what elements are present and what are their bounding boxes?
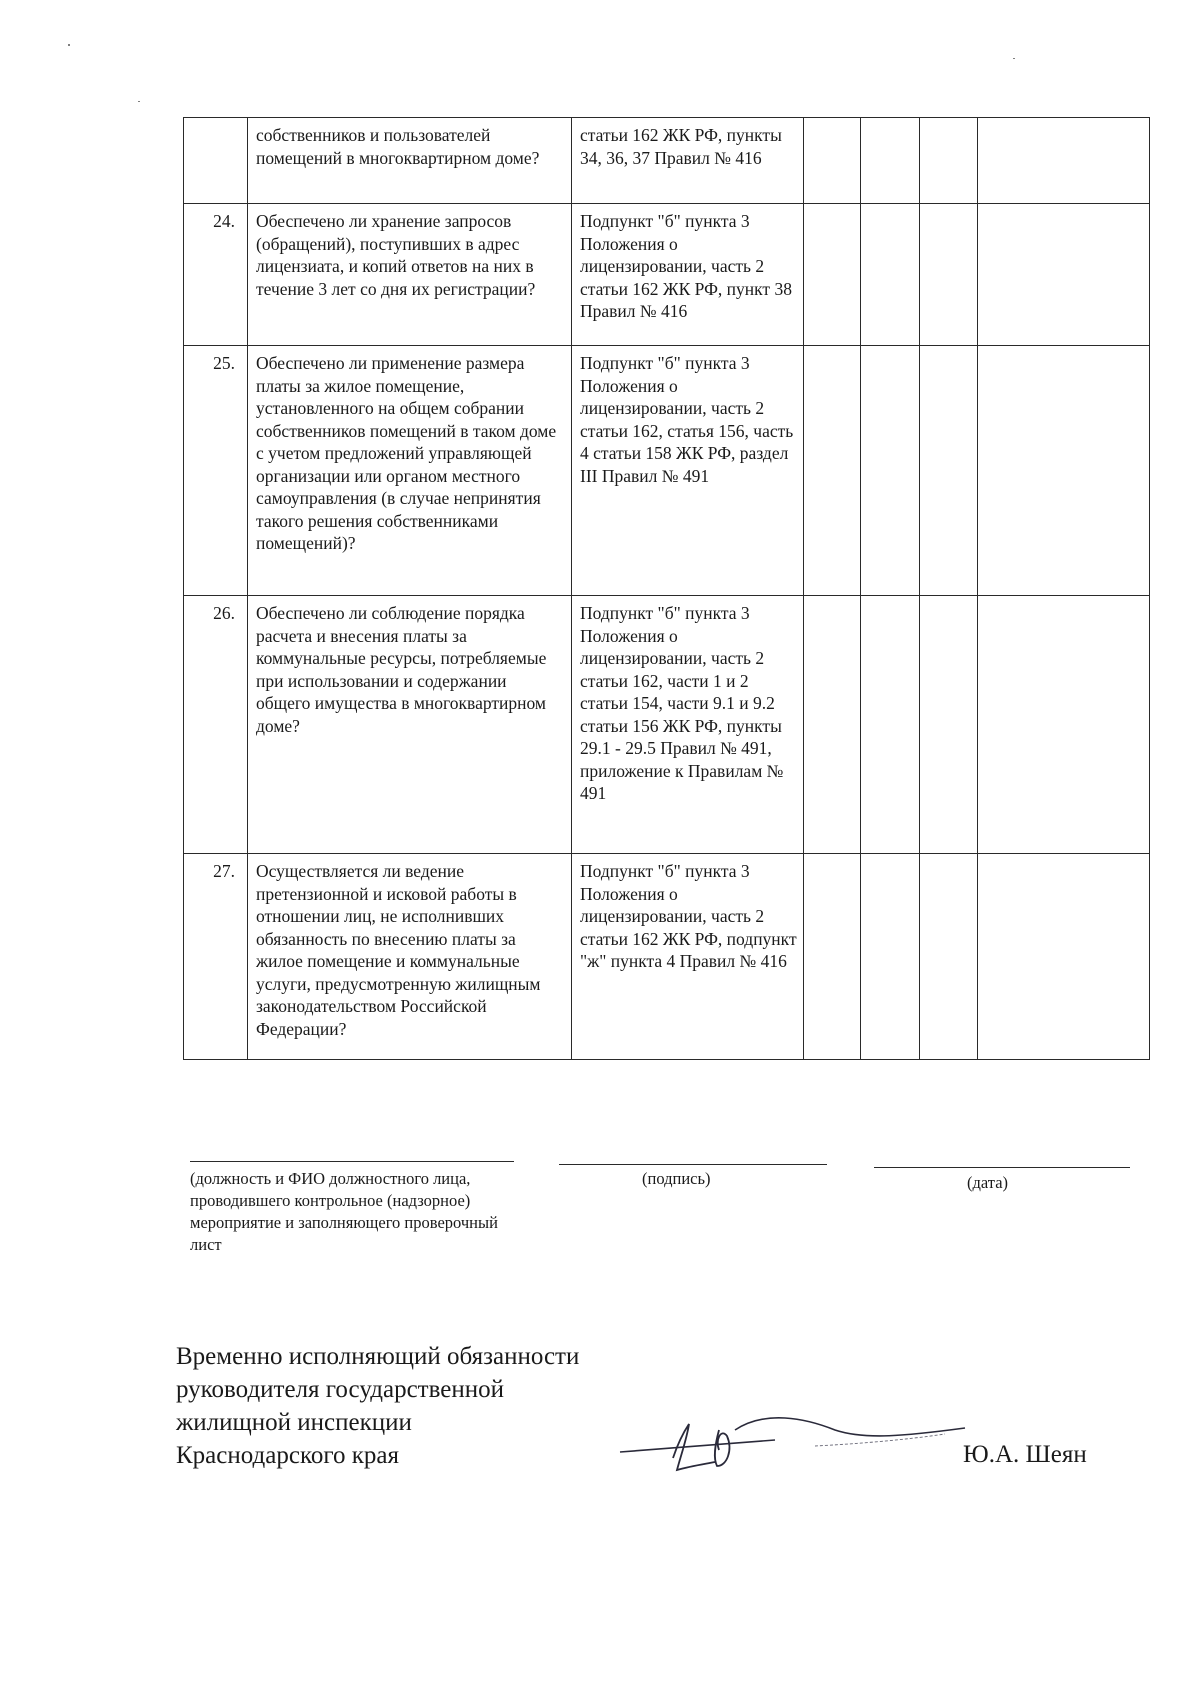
answer-cell-yes bbox=[804, 854, 861, 1060]
row-question: Обеспечено ли применение размера платы за жилое помещение, установленного на общем собрании собственников помещений в таком доме с учетом предложений управляющей организации или органом местного самоуправления (в случае непринятия такого решения собственниками помещений)? bbox=[248, 346, 572, 596]
answer-cell-no bbox=[861, 204, 920, 346]
answer-cell-no bbox=[861, 596, 920, 854]
answer-cell-na bbox=[920, 854, 978, 1060]
answer-cell-yes bbox=[804, 596, 861, 854]
position-caption: (должность и ФИО должностного лица, проводившего контрольное (надзорное) мероприятие и заполняющего проверочный лист bbox=[190, 1169, 498, 1254]
answer-cell-no bbox=[861, 854, 920, 1060]
scan-speck bbox=[1013, 58, 1015, 59]
row-question: Обеспечено ли соблюдение порядка расчета и внесения платы за коммунальные ресурсы, потребляемые при использовании и содержании общего имущества в многоквартирном доме? bbox=[248, 596, 572, 854]
handwritten-signature bbox=[615, 1400, 975, 1480]
scan-speck bbox=[68, 44, 70, 46]
row-number: 25. bbox=[184, 346, 248, 596]
row-number: 24. bbox=[184, 204, 248, 346]
table-row bbox=[184, 204, 1150, 346]
signature-caption: (подпись) bbox=[642, 1169, 711, 1188]
scan-speck bbox=[138, 101, 140, 102]
answer-cell-yes bbox=[804, 204, 861, 346]
table-row bbox=[184, 118, 1150, 204]
answer-cell-no bbox=[861, 346, 920, 596]
date-signature-line bbox=[874, 1167, 1130, 1168]
signature-line bbox=[559, 1164, 827, 1165]
answer-cell-note bbox=[978, 204, 1150, 346]
official-name: Ю.А. Шеян bbox=[963, 1441, 1087, 1468]
answer-cell-note bbox=[978, 118, 1150, 204]
row-question: собственников и пользователей помещений в многоквартирном доме? bbox=[248, 118, 572, 204]
row-reference: Подпункт "б" пункта 3 Положения о лицензировании, часть 2 статьи 162, статья 156, часть 4 статьи 158 ЖК РФ, раздел III Правил № 491 bbox=[572, 346, 804, 596]
row-reference: Подпункт "б" пункта 3 Положения о лицензировании, часть 2 статьи 162, части 1 и 2 статьи 154, части 9.1 и 9.2 статьи 156 ЖК РФ, пункты 29.1 - 29.5 Правил № 491, приложение к Правилам № 491 bbox=[572, 596, 804, 854]
answer-cell-note bbox=[978, 596, 1150, 854]
row-number: 27. bbox=[184, 854, 248, 1060]
date-caption: (дата) bbox=[967, 1173, 1009, 1192]
answer-cell-na bbox=[920, 596, 978, 854]
row-reference: Подпункт "б" пункта 3 Положения о лицензировании, часть 2 статьи 162 ЖК РФ, пункт 38 Правил № 416 bbox=[572, 204, 804, 346]
answer-cell-yes bbox=[804, 118, 861, 204]
answer-cell-note bbox=[978, 854, 1150, 1060]
answer-cell-no bbox=[861, 118, 920, 204]
row-number: 26. bbox=[184, 596, 248, 854]
answer-cell-yes bbox=[804, 346, 861, 596]
answer-cell-na bbox=[920, 346, 978, 596]
table-row bbox=[184, 596, 1150, 854]
answer-cell-na bbox=[920, 118, 978, 204]
row-reference: Подпункт "б" пункта 3 Положения о лицензировании, часть 2 статьи 162 ЖК РФ, подпункт "ж" пункта 4 Правил № 416 bbox=[572, 854, 804, 1060]
row-number bbox=[184, 118, 248, 204]
position-signature-line bbox=[190, 1161, 514, 1162]
row-question: Обеспечено ли хранение запросов (обращений), поступивших в адрес лицензиата, и копий ответов на них в течение 3 лет со дня их регистрации? bbox=[248, 204, 572, 346]
table-row bbox=[184, 854, 1150, 1060]
answer-cell-note bbox=[978, 346, 1150, 596]
official-title: Временно исполняющий обязанности руководителя государственной жилищной инспекции Краснодарского края bbox=[176, 1343, 580, 1469]
row-reference: статьи 162 ЖК РФ, пункты 34, 36, 37 Правил № 416 bbox=[572, 118, 804, 204]
checklist-table bbox=[183, 117, 1150, 1060]
answer-cell-na bbox=[920, 204, 978, 346]
row-question: Осуществляется ли ведение претензионной и исковой работы в отношении лиц, не исполнивших обязанность по внесению платы за жилое помещение и коммунальные услуги, предусмотренную жилищным законодательством Российской Федерации? bbox=[248, 854, 572, 1060]
table-row bbox=[184, 346, 1150, 596]
